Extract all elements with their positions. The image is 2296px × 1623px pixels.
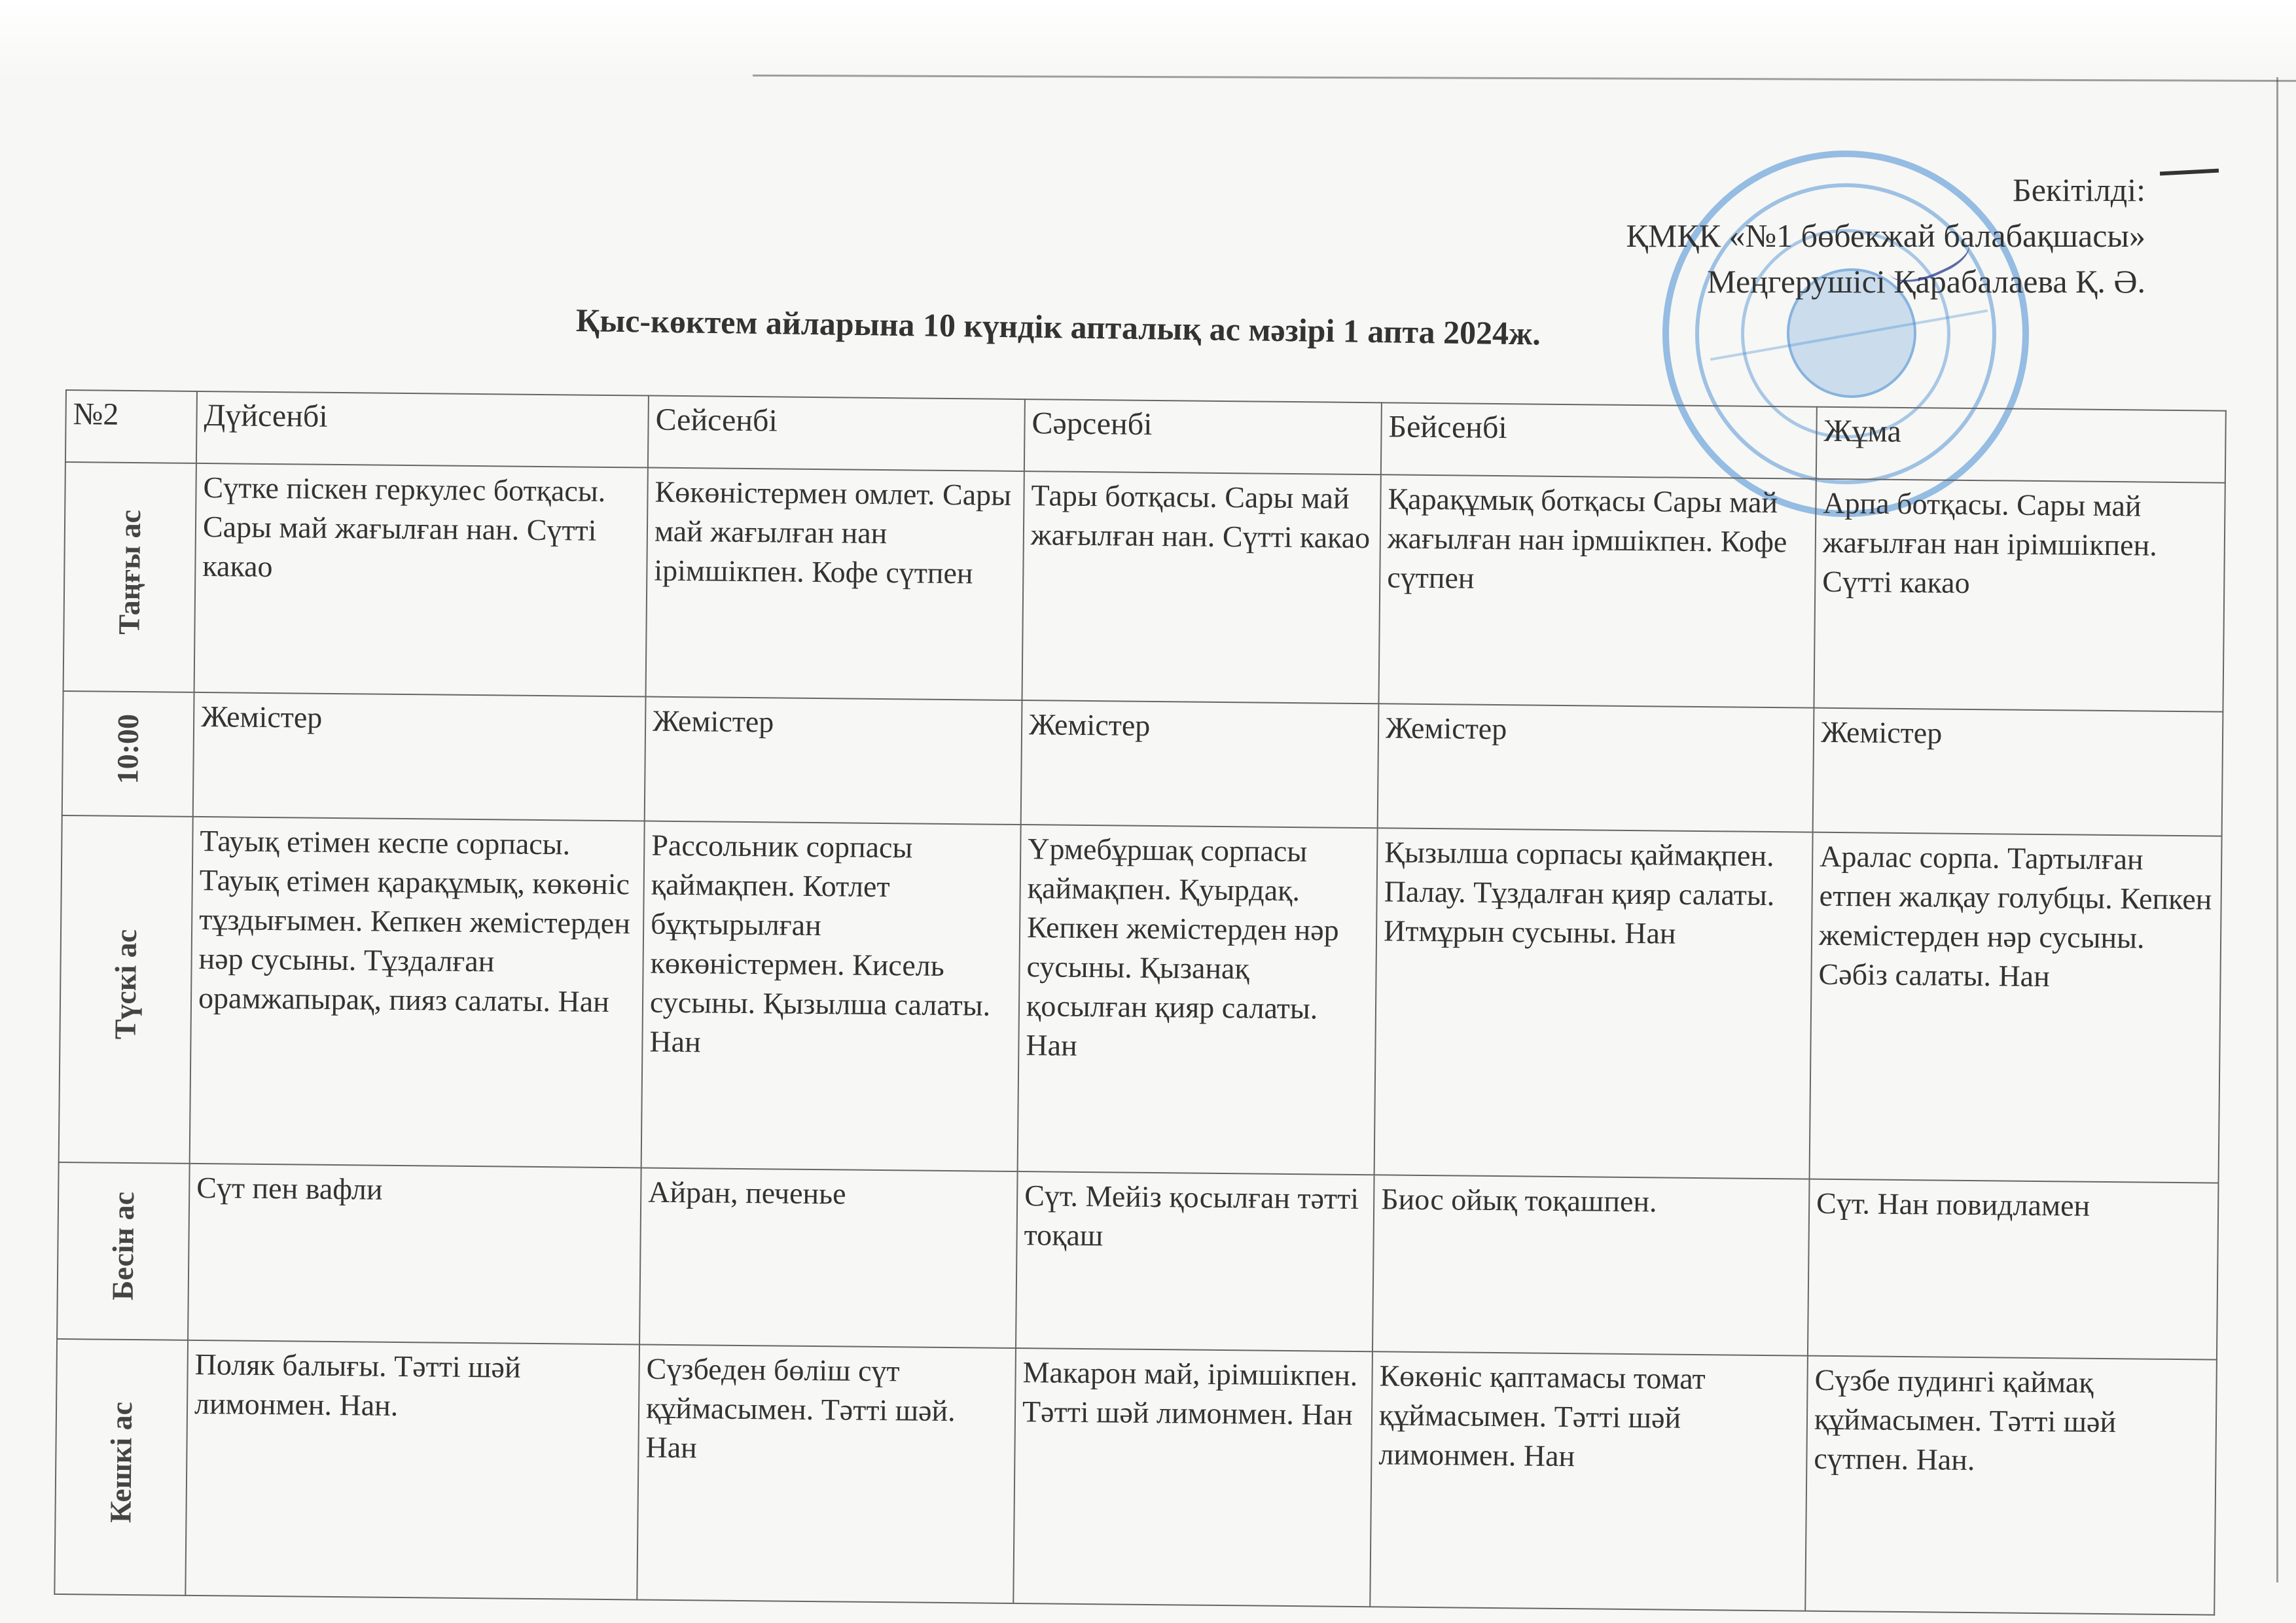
meal-label-text: Бесін ас bbox=[105, 1192, 141, 1301]
menu-cell: Жемістер bbox=[1813, 708, 2223, 836]
meal-label bbox=[62, 691, 194, 817]
menu-cell: Биос ойық тоқашпен. bbox=[1372, 1175, 1810, 1355]
menu-cell: Қарақұмық ботқасы Сары май жағылған нан ірмшікпен. Кофе сүтпен bbox=[1378, 474, 1816, 707]
menu-cell: Сүт пен вафли bbox=[188, 1164, 641, 1345]
table-row bbox=[54, 1339, 2217, 1615]
menu-cell: Сүтке піскен геркулес ботқасы. Сары май жағылған нан. Сүтті какао bbox=[194, 463, 648, 697]
menu-cell: Көкөністермен омлет. Сары май жағылған нан ірімшікпен. Кофе сүтпен bbox=[646, 468, 1024, 701]
menu-cell: Жемістер bbox=[193, 692, 646, 821]
corner-cell: №2 bbox=[65, 390, 197, 463]
meal-label-text: Кешкі ас bbox=[103, 1401, 139, 1524]
day-header: Сейсенбі bbox=[648, 396, 1025, 472]
day-header: Сәрсенбі bbox=[1024, 399, 1382, 474]
menu-cell: Сүт. Нан повидламен bbox=[1808, 1179, 2219, 1360]
meal-label bbox=[59, 815, 193, 1164]
scan-top-shadow bbox=[0, 0, 2296, 79]
meal-label bbox=[57, 1162, 190, 1340]
approval-block bbox=[1626, 167, 2145, 304]
approval-head: Меңгерушісі Қарабалаева Қ. Ә. bbox=[1707, 263, 2145, 300]
table-row bbox=[59, 815, 2222, 1183]
menu-cell: Жемістер bbox=[1378, 704, 1814, 832]
meal-label bbox=[54, 1339, 188, 1596]
menu-cell: Аралас сорпа. Тартылған етпен жалқау голубцы. Кепкен жемістерден нәр сусыны. Сәбіз салаты. Нан bbox=[1810, 832, 2222, 1183]
menu-cell: Сүзбе пудингі қаймақ құймасымен. Тәтті шәй сүтпен. Нан. bbox=[1805, 1356, 2217, 1615]
menu-cell: Жемістер bbox=[1021, 700, 1379, 828]
approval-label: Бекітілді: bbox=[2012, 171, 2145, 208]
menu-cell: Макарон май, ірімшікпен. Тәтті шәй лимонмен. Нан bbox=[1013, 1348, 1372, 1607]
table-row bbox=[62, 691, 2223, 836]
pen-mark bbox=[2160, 169, 2219, 176]
day-header: Жұма bbox=[1816, 407, 2226, 483]
day-header: Дүйсенбі bbox=[196, 391, 649, 468]
meal-label-text: 10:00 bbox=[111, 713, 145, 785]
menu-cell: Тары ботқасы. Сары май жағылған нан. Сүтті какао bbox=[1022, 471, 1381, 704]
menu-cell: Үрмебұршақ сорпасы қаймақпен. Қуырдақ. Кепкен жемістерден нәр сусыны. Қызанақ қосылған қияр салаты. Нан bbox=[1018, 825, 1378, 1175]
menu-cell: Сүзбеден бөліш сүт құймасымен. Тәтті шәй. Нан bbox=[637, 1344, 1016, 1603]
meal-label bbox=[63, 462, 196, 692]
menu-cell: Тауық етімен кеспе сорпасы. Тауық етімен қарақұмық, көкөніс тұздығымен. Кепкен жемістерден нәр сусыны. Тұздалған орамжапырақ, пияз салаты. Нан bbox=[190, 817, 645, 1168]
menu-cell: Рассольник сорпасы қаймақпен. Котлет бұқтырылған көкөністермен. Кисель сусыны. Қызылша салаты. Нан bbox=[641, 821, 1021, 1171]
approval-organization: ҚМҚК «№1 бөбекжай балабақшасы» bbox=[1626, 217, 2145, 254]
menu-table bbox=[54, 389, 2227, 1616]
menu-cell: Поляк балығы. Тәтті шәй лимонмен. Нан. bbox=[185, 1340, 639, 1600]
paper-right-edge bbox=[2276, 77, 2278, 1582]
menu-cell: Арпа ботқасы. Сары май жағылған нан ірімшікпен. Сүтті какао bbox=[1814, 479, 2225, 712]
table-row bbox=[63, 462, 2225, 712]
menu-cell: Сүт. Мейіз қосылған тәтті тоқаш bbox=[1016, 1171, 1374, 1351]
day-header: Бейсенбі bbox=[1381, 402, 1817, 478]
meal-label-text: Түскі ас bbox=[108, 929, 143, 1040]
menu-cell: Жемістер bbox=[645, 697, 1022, 825]
menu-cell: Қызылша сорпасы қаймақпен. Палау. Тұздалған қияр салаты. Итмұрын сусыны. Нан bbox=[1374, 828, 1813, 1179]
page-title: Қыс-көктем айларына 10 күндік апталық ас мәзірі 1 апта 2024ж. bbox=[575, 302, 1541, 352]
menu-cell: Көкөніс қаптамасы томат құймасымен. Тәтті шәй лимонмен. Нан bbox=[1370, 1351, 1808, 1611]
table-row bbox=[57, 1162, 2218, 1360]
meal-label-text: Таңғы ас bbox=[112, 509, 147, 635]
menu-cell: Айран, печенье bbox=[639, 1168, 1018, 1348]
